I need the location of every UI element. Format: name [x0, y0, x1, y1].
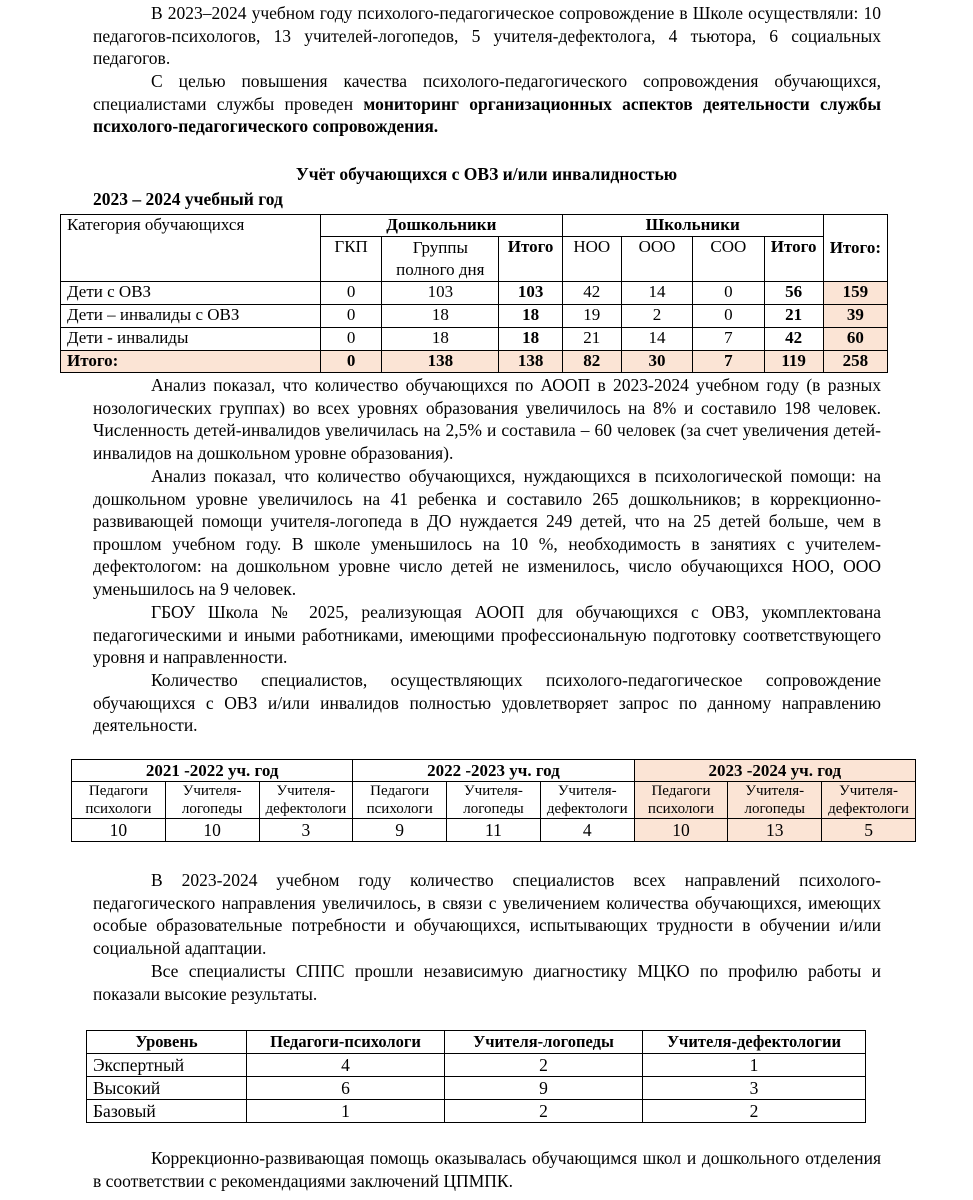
role-header [822, 782, 916, 819]
cell-total: 159 [823, 282, 887, 305]
value-cell: 3 [259, 819, 353, 842]
paragraph-specialists-text: Количество специалистов, осуществляющих психолого-педагогическое сопровождение обучающихся с ОВЗ и/или инвалидов полностью удовлетворяет запрос по данному направлению деятельности. [93, 670, 881, 736]
paragraph-analysis-1 [93, 374, 881, 464]
cell: 9 [445, 1077, 643, 1100]
cell: 0 [321, 282, 382, 305]
paragraph-diagnostics-text: Все специалисты СППС прошли независимую диагностику МЦКО по профилю работы и показали высокие результаты. [93, 961, 881, 1004]
role-line: психологи [85, 801, 152, 817]
table-row [87, 1054, 866, 1077]
cell: 19 [562, 305, 621, 328]
cell: 0 [321, 328, 382, 351]
value-cell: 4 [540, 819, 634, 842]
diagnostics-table [86, 1030, 866, 1123]
table1-subtitle: 2023 – 2024 учебный год [93, 189, 283, 209]
role-line: Учителя- [839, 783, 898, 799]
year-header: 2023 -2024 уч. год [634, 760, 915, 782]
value-cell: 10 [72, 819, 166, 842]
header-defectologists: Учителя-дефектологии [643, 1031, 866, 1054]
role-line: Учителя- [182, 783, 242, 799]
table-row [87, 1077, 866, 1100]
paragraph-monitoring [93, 70, 881, 138]
role-header [447, 782, 541, 819]
table1-title: Учёт обучающихся с ОВЗ и/или инвалидностью [295, 164, 678, 184]
cell: 18 [382, 328, 499, 351]
paragraph-correction [93, 1147, 881, 1192]
values-row [72, 819, 916, 842]
cell: 1 [643, 1054, 866, 1077]
cell-total: 60 [823, 328, 887, 351]
role-line: логопеды [181, 801, 243, 817]
paragraph-staff [93, 2, 881, 70]
paragraph-increase-text: В 2023-2024 учебном году количество специалистов всех направлений психолого-педагогического направления увеличилось, в связи с увеличением количества обучающихся, имеющих особые образовательные потребности и обучающихся, испытывающих трудности в обучении и/или социальной адаптации. [93, 870, 881, 958]
header-preschool: Дошкольники [321, 215, 563, 237]
cell: 7 [693, 328, 764, 351]
role-line: психологи [647, 801, 715, 817]
level-label: Высокий [87, 1077, 247, 1100]
header-subtotal-school: Итого [764, 237, 823, 282]
cell: 103 [499, 282, 562, 305]
cell: 56 [764, 282, 823, 305]
header-subtotal-preschool: Итого [499, 237, 562, 282]
cell: 21 [562, 328, 621, 351]
role-line: Педагоги [370, 783, 430, 799]
value-cell: 10 [165, 819, 259, 842]
row-label: Итого: [61, 351, 321, 373]
row-label: Дети – инвалиды с ОВЗ [61, 305, 321, 328]
role-row [72, 782, 916, 819]
paragraph-diagnostics [93, 960, 881, 1005]
role-line: Педагоги [651, 783, 711, 799]
cell: 119 [764, 351, 823, 373]
cell: 30 [621, 351, 692, 373]
level-label: Экспертный [87, 1054, 247, 1077]
role-header [728, 782, 822, 819]
cell: 0 [321, 305, 382, 328]
year-header: 2022 -2023 уч. год [353, 760, 634, 782]
header-soo: СОО [693, 237, 764, 282]
cell: 0 [693, 305, 764, 328]
role-line: Учителя- [745, 783, 805, 799]
cell: 18 [382, 305, 499, 328]
role-line: дефектологи [265, 801, 347, 817]
role-header [353, 782, 447, 819]
header-total: Итого: [823, 215, 887, 282]
role-line: Учителя- [557, 783, 617, 799]
cell: 2 [643, 1100, 866, 1123]
cell: 42 [764, 328, 823, 351]
table-row [61, 282, 888, 305]
paragraph-monitoring-text: С целью повышения качества психолого-педагогического сопровождения обучающихся, специалистами службы проведен [93, 71, 881, 114]
header-level: Уровень [87, 1031, 247, 1054]
role-line: Учителя- [464, 783, 523, 799]
cell: 138 [499, 351, 562, 373]
role-header [259, 782, 353, 819]
header-row [87, 1031, 866, 1054]
cell: 14 [621, 328, 692, 351]
paragraph-correction-text: Коррекционно-развивающая помощь оказывалась обучающимся школ и дошкольного отделения в соответствии с рекомендациями заключений ЦПМПК. [93, 1148, 881, 1191]
cell: 21 [764, 305, 823, 328]
header-gkp: ГКП [321, 237, 382, 282]
cell: 6 [247, 1077, 445, 1100]
paragraph-staff-text: В 2023–2024 учебном году психолого-педагогическое сопровождение в Школе осуществляли: 10 педагогов-психологов, 13 учителей-логопедов, 5 учителя-дефектолога, 4 тьютора, 6 социальных педагогов. [93, 3, 881, 69]
cell: 42 [562, 282, 621, 305]
cell: 0 [693, 282, 764, 305]
role-line: дефектологи [546, 801, 628, 817]
header-noo: НОО [562, 237, 621, 282]
value-cell: 11 [447, 819, 541, 842]
role-header [72, 782, 166, 819]
header-school: Школьники [562, 215, 823, 237]
specialists-by-year-table [71, 759, 916, 842]
cell-total: 258 [823, 351, 887, 373]
cell: 7 [693, 351, 764, 373]
cell: 18 [499, 328, 562, 351]
cell: 2 [445, 1100, 643, 1123]
paragraph-analysis-2-text: Анализ показал, что количество обучающихся, нуждающихся в психологической помощи: на дошкольном уровне увеличилось на 41 ребенка и составило 265 дошкольников; в коррекционно-развивающей помощи учителя-логопеда в ДО нуждается 249 детей, что на 25 детей больше, чем в прошлом учебном году. В школе уменьшилось на 10 %, необходимость в занятиях с учителем-дефектологом: на дошкольном уровне число детей не изменилось, число обучающихся НОО, ООО уменьшилось на 9 человек. [93, 466, 881, 599]
cell: 138 [382, 351, 499, 373]
cell: 3 [643, 1077, 866, 1100]
cell: 1 [247, 1100, 445, 1123]
year-header: 2021 -2022 уч. год [72, 760, 353, 782]
role-header [540, 782, 634, 819]
value-cell: 13 [728, 819, 822, 842]
cell: 82 [562, 351, 621, 373]
paragraph-school [93, 601, 881, 669]
cell: 14 [621, 282, 692, 305]
header-category: Категория обучающихся [61, 215, 321, 282]
table-row-total [61, 351, 888, 373]
header-speech-therapists: Учителя-логопеды [445, 1031, 643, 1054]
paragraph-analysis-1-text: Анализ показал, что количество обучающихся по АООП в 2023-2024 учебном году (в разных нозологических группах) во всех уровнях образования увеличилось на 8% и составило 198 человек. Численность детей-инвалидов увеличилась на 2,5% и составила – 60 человек (за счет увеличения детей-инвалидов на дошкольном уровне образования). [93, 375, 881, 463]
row-label: Дети с ОВЗ [61, 282, 321, 305]
role-line: дефектологи [828, 801, 909, 817]
header-ooo: ООО [621, 237, 692, 282]
value-cell: 9 [353, 819, 447, 842]
value-cell: 10 [634, 819, 728, 842]
level-label: Базовый [87, 1100, 247, 1123]
role-line: психологи [366, 801, 433, 817]
cell: 18 [499, 305, 562, 328]
value-cell: 5 [822, 819, 916, 842]
paragraph-school-text: ГБОУ Школа № 2025, реализующая АООП для обучающихся с ОВЗ, укомплектована педагогическими и иными работниками, имеющими профессиональную подготовку соответствующего уровня и направленности. [93, 602, 881, 668]
cell: 2 [621, 305, 692, 328]
role-line: логопеды [463, 801, 524, 817]
paragraph-specialists [93, 669, 881, 737]
header-fullday: Группы полного дня [382, 237, 499, 282]
header-psychologists: Педагоги-психологи [247, 1031, 445, 1054]
cell: 0 [321, 351, 382, 373]
cell-total: 39 [823, 305, 887, 328]
table-row [61, 328, 888, 351]
table-row [61, 305, 888, 328]
role-line: Педагоги [88, 783, 148, 799]
table-row [87, 1100, 866, 1123]
paragraph-monitoring-bold: мониторинг организационных аспектов деятельности службы психолого-педагогического сопровождения. [93, 93, 881, 137]
role-line: Учителя- [276, 783, 336, 799]
role-line: логопеды [744, 801, 805, 817]
row-label: Дети - инвалиды [61, 328, 321, 351]
role-header [165, 782, 259, 819]
cell: 4 [247, 1054, 445, 1077]
paragraph-analysis-2 [93, 465, 881, 601]
year-row [72, 760, 916, 782]
role-header [634, 782, 728, 819]
cell: 103 [382, 282, 499, 305]
cell: 2 [445, 1054, 643, 1077]
students-table [60, 214, 888, 373]
paragraph-increase [93, 869, 881, 959]
